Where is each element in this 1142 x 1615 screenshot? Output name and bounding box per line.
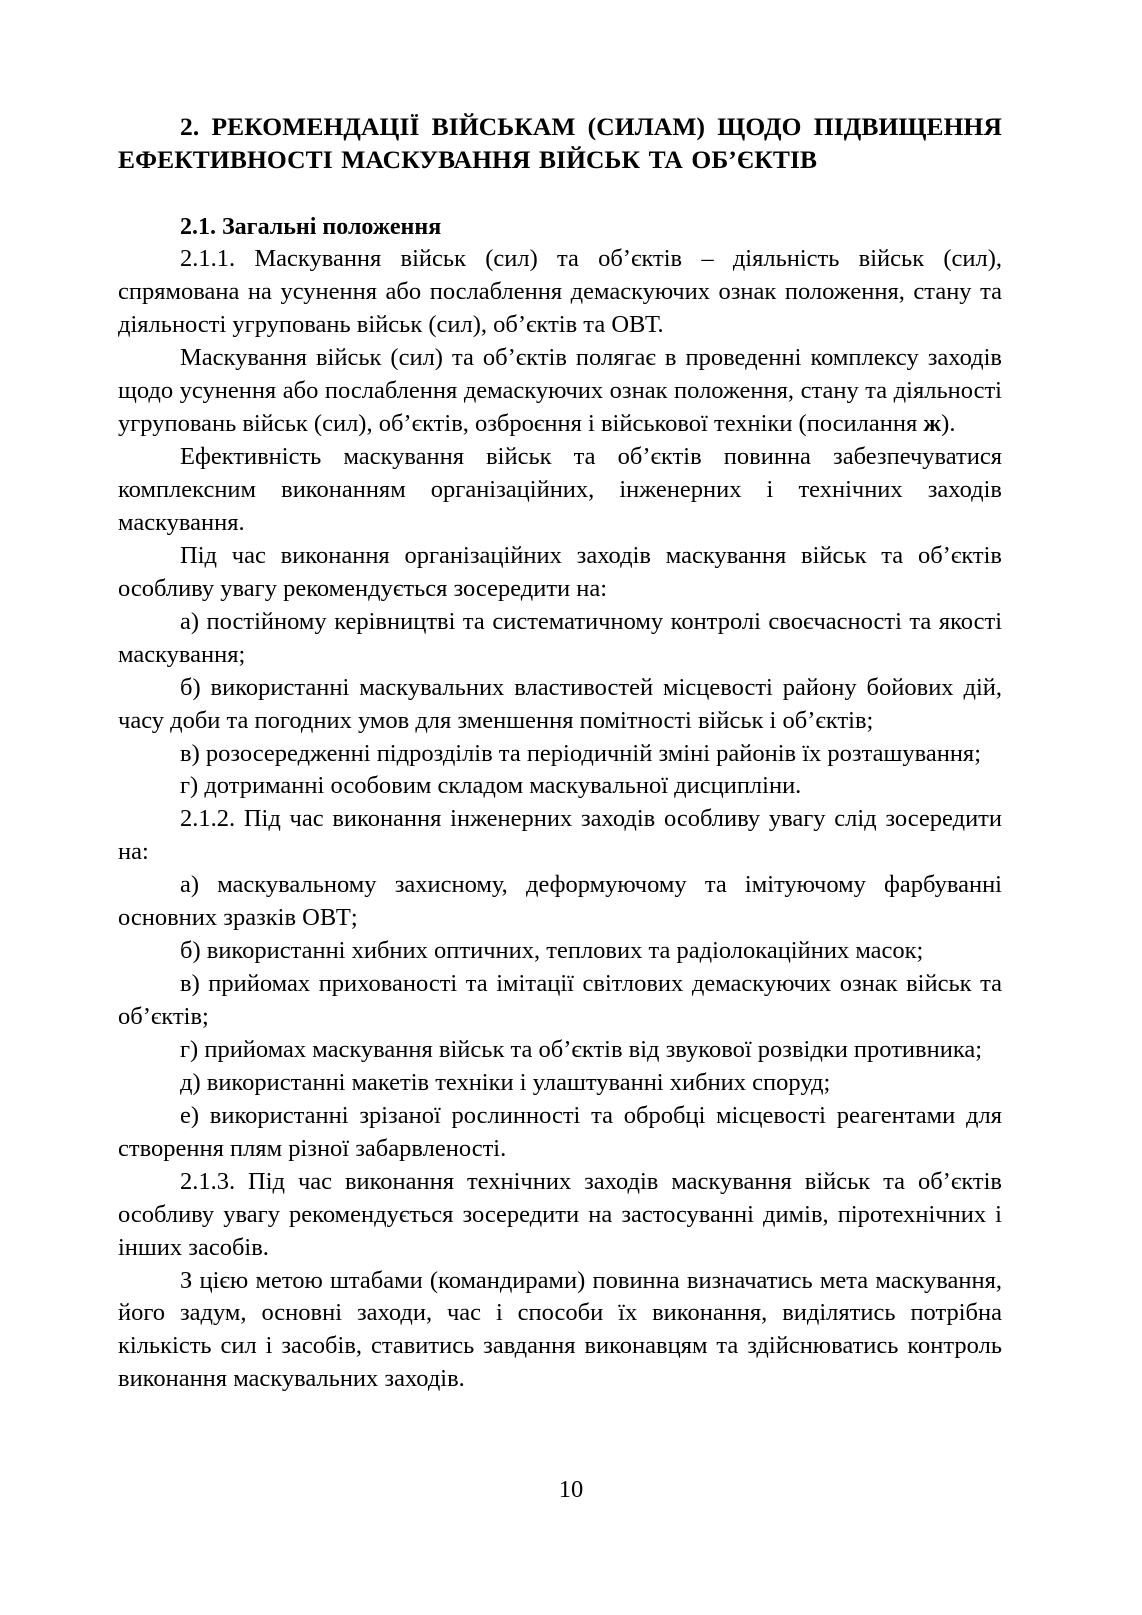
list-item-org-a: а) постійному керівництві та систематичному контролі своєчасності та якості маскування; bbox=[118, 607, 1002, 668]
paragraph-masking-definition-text-after-ref: ). bbox=[941, 410, 956, 438]
list-item-org-d: г) дотриманні особовим складом маскувальної дисципліни. bbox=[180, 772, 802, 800]
paragraph-staff-planning: З цією метою штабами (командирами) повинна визначатись мета маскування, його задум, основні заходи, час і способи їх виконання, виділятись потрібна кількість сил і засобів, ставитись завдання виконавцям та здійснюватись контроль виконання маскувальних заходів. bbox=[118, 1266, 1002, 1393]
paragraph-effectiveness: Ефективність маскування військ та об’єктів повинна забезпечуватися комплексним виконанням організаційних, інженерних і технічних заходів маскування. bbox=[118, 443, 1002, 536]
paragraph-masking-definition-text-before-ref: Маскування військ (сил) та об’єктів полягає в проведенні комплексу заходів щодо усунення або послаблення демаскуючих ознак положення, стану та діяльності угруповань військ (сил), об’єктів, озброєння і військової техніки (посилання bbox=[118, 344, 1002, 438]
paragraph-2-1-1: 2.1.1. Маскування військ (сил) та об’єктів – діяльність військ (сил), спрямована на усунення або послаблення демаскуючих ознак положення, стану та діяльності угруповань військ (сил), об’єктів та ОВТ. bbox=[118, 245, 1002, 339]
list-item-org-b: б) використанні маскувальних властивостей місцевості району бойових дій, часу доби та погодних умов для зменшення помітності військ і об’єктів; bbox=[118, 673, 1002, 734]
list-item-eng-d: г) прийомах маскування військ та об’єктів від звукової розвідки противника; bbox=[180, 1035, 983, 1063]
list-item-eng-a: а) маскувальному захисному, деформуючому та імітуючому фарбуванні основних зразків ОВТ; bbox=[118, 871, 1002, 932]
list-item-eng-b: б) використанні хибних оптичних, теплових та радіолокаційних масок; bbox=[180, 937, 924, 965]
paragraph-2-1-3: 2.1.3. Під час виконання технічних заходів маскування військ та об’єктів особливу увагу рекомендується зосередити на застосуванні димів, піротехнічних і інших засобів. bbox=[118, 1167, 1002, 1261]
reference-marker: ж bbox=[923, 410, 942, 438]
list-item-org-c: в) розосередженні підрозділів та періодичній зміні районів їх розташування; bbox=[180, 739, 982, 767]
list-item-eng-f: е) використанні зрізаної рослинності та обробці місцевості реагентами для створення плям різної забарвленості. bbox=[118, 1101, 1002, 1162]
paragraph-organizational-intro: Під час виконання організаційних заходів маскування військ та об’єктів особливу увагу рекомендується зосередити на: bbox=[118, 541, 1002, 602]
section-heading-2-1: 2.1. Загальні положення bbox=[180, 214, 442, 241]
paragraph-masking-definition bbox=[118, 342, 1002, 441]
list-item-eng-c: в) прийомах прихованості та імітації світлових демаскуючих ознак військ та об’єктів; bbox=[118, 970, 1002, 1031]
page-title: 2. РЕКОМЕНДАЦІЇ ВІЙСЬКАМ (СИЛАМ) ЩОДО ПІДВИЩЕННЯ ЕФЕКТИВНОСТІ МАСКУВАННЯ ВІЙСЬК ТА ОБ’ЄКТІВ bbox=[118, 112, 1002, 175]
page-content bbox=[118, 110, 1002, 1396]
page-number: 10 bbox=[558, 1476, 584, 1503]
list-item-eng-e: д) використанні макетів техніки і улаштуванні хибних споруд; bbox=[180, 1068, 831, 1096]
paragraph-2-1-2: 2.1.2. Під час виконання інженерних заходів особливу увагу слід зосередити на: bbox=[118, 805, 1002, 866]
